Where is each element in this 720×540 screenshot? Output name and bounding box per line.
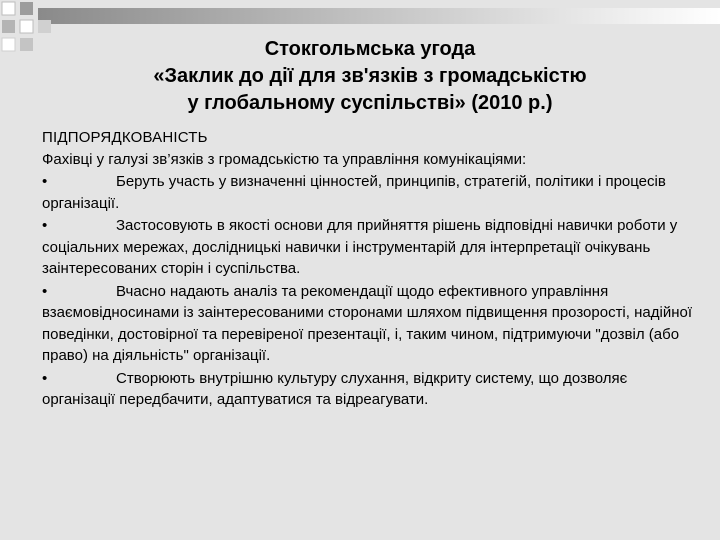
bullet-marker: • [42,217,48,234]
slide-body [42,127,692,411]
bullet-item [42,171,692,214]
bullet-marker: • [42,369,48,387]
bullet-item [42,215,692,280]
deco-square [2,20,15,33]
bullet-text: Створюють внутрішню культуру слухання, відкриту систему, що дозволяє організації передбачити, адаптуватися та відреагувати. [42,369,628,408]
bullet-marker: • [42,282,48,300]
slide-title-line: у глобальному суспільстві» (2010 р.) [187,92,553,114]
bullet-text: Вчасно надають аналіз та рекомендації щодо ефективного управління взаємовідносинами із заінтересованими сторонами шляхом підвищення прозорості, надійної поведінки, достовірної та перевіреної презентації, і, таким чином, підтримуючи "дозвіл (або право) на діяльність" організації. [42,282,692,364]
section-heading: ПІДПОРЯДКОВАНІСТЬ [42,129,208,146]
deco-square [20,20,33,33]
deco-square [2,38,15,51]
bullet-text: Беруть участь у визначенні цінностей, принципів, стратегій, політики і процесів організації. [42,173,666,212]
slide-title-line: Стокгольмська угода [264,38,476,60]
slide-title [40,36,700,117]
deco-square [2,2,15,15]
deco-square [20,2,33,15]
bullet-marker: • [42,173,48,190]
deco-square [20,38,33,51]
deco-square [38,20,51,33]
top-gradient-band [38,8,720,24]
bullet-item [42,281,692,367]
bullet-item [42,368,692,411]
bullet-text: Застосовують в якості основи для прийняття рішень відповідні навички роботи у соціальних мережах, дослідницькі навички і інструментарій для інтерпретації очікувань заінтересованих сторін і суспільства. [42,217,678,277]
slide-title-line: «Заклик до дії для зв'язків з громадськістю [153,65,587,87]
intro-text: Фахівці у галузі зв’язків з громадськістю та управління комунікаціями: [42,150,527,168]
